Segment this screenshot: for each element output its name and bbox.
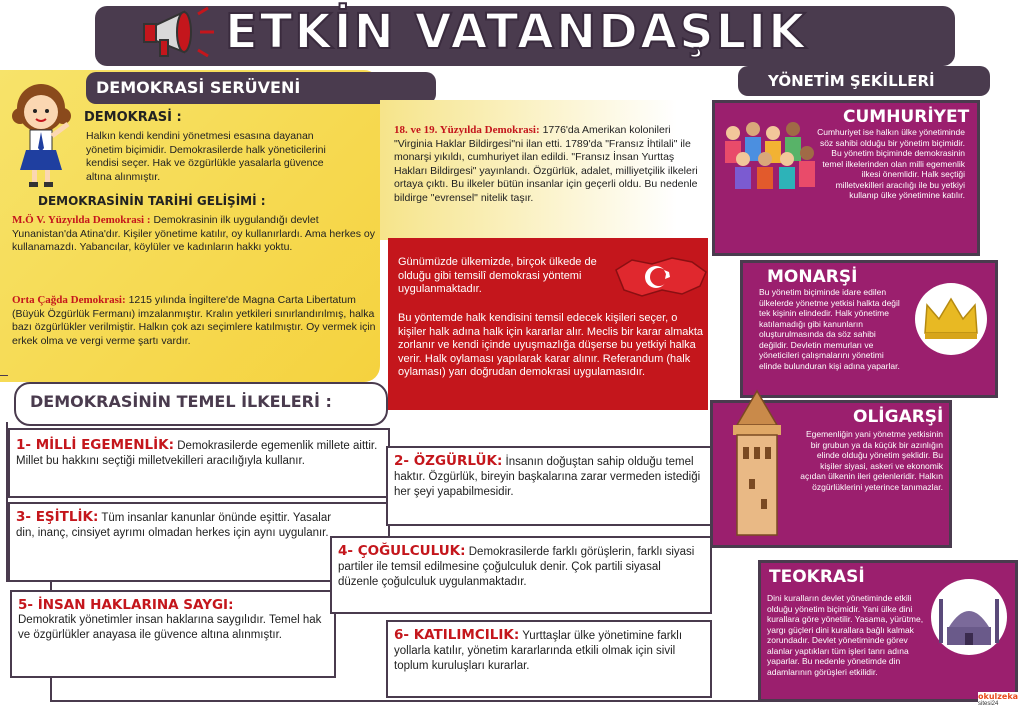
box-oligarsi xyxy=(710,400,952,548)
box-teokrasi xyxy=(758,560,1018,702)
logo-sub: sitesi24 xyxy=(978,701,999,707)
principle-1 xyxy=(8,428,390,498)
section-title-principles: DEMOKRASİNİN TEMEL İLKELERİ : xyxy=(30,392,332,411)
section-head-government xyxy=(738,66,990,96)
girl-icon xyxy=(8,78,78,190)
tower-icon xyxy=(719,389,795,539)
logo-main: okulzeka xyxy=(978,692,1019,701)
megaphone-icon xyxy=(140,0,220,70)
teokrasi-text: Dini kuralların devlet yönetiminde etkili olduğu yönetim biçimidir. Yani ülke dini kurallara göre yönetilir. Yasama, yürütme, yargı güçleri dini kurallara bağlı kalmak zorundadır. Devlet yönetiminde görev alanlar yaptıkları tüm işleri tanrı adına yaparlar. Bu nedenle yönetimde din adamlarının görüşleri etkilidir. xyxy=(767,593,924,677)
principle-2 xyxy=(386,446,712,526)
principle-4 xyxy=(330,536,712,614)
mo-heading: M.Ö V. Yüzyılda Demokrasi : xyxy=(12,214,151,226)
teokrasi-heading: TEOKRASİ xyxy=(769,567,865,587)
democracy-text: Halkın kendi kendini yönetmesi esasına dayanan yönetim biçimidir. Demokrasilerde halk yöneticilerini kendisi seçer. Hak ve özgürlükle yasalarla güvence altına alınmıştır. xyxy=(86,130,326,183)
box-monarsi xyxy=(740,260,998,398)
p1-heading: 1- MİLLİ EGEMENLİK: xyxy=(16,437,175,453)
monarsi-heading: MONARŞİ xyxy=(767,267,858,287)
p1-text: Demokrasilerde egemenlik millete aittir. Millet bu hakkını seçtiği milletvekilleri aracılığıyla kullanır. xyxy=(16,440,378,467)
page-title: ETKİN VATANDAŞLIK xyxy=(225,4,808,60)
section-head-principles xyxy=(14,382,388,426)
p3-text: Tüm insanlar kanunlar önünde eşittir. Yasalar din, inanç, cinsiyet ayrımı olmadan herkes için aynı uygulanır. xyxy=(16,512,332,539)
middle-age-text: 1215 yılında İngiltere'de Magna Carta Libertatum (Büyük Özgürlük Fermanı) imzalanmıştır. Kralın yetkileri sınırlandırılmış, halka bazı özgürlükler verilmiştir. Halkın çok azı seçimlere katılmıştır. Oy vermek için erkek olma ve vergi verme şartı vardır. xyxy=(12,294,376,347)
logo xyxy=(978,692,1022,712)
principle-6 xyxy=(386,620,712,698)
p4-text: Demokrasilerde farklı görüşlerin, farklı siyasi partiler ile temsil edilmesine çoğulculuk denir. Çok partili siyasal düzenle çoğulculuk uygulanmaktadır. xyxy=(338,546,695,588)
p5-heading: 5- İNSAN HAKLARINA SAYGI: xyxy=(18,597,234,613)
section-title-government: YÖNETİM ŞEKİLLERİ xyxy=(768,72,935,90)
principle-5 xyxy=(10,590,336,678)
c18-text: 1776'da Amerikan kolonileri "Virginia Haklar Bildirgesi"ni ilan etti. 1789'da "Fransız İhtilali" ile monarşi yıkıldı, cumhuriyet ilan edildi. "Fransız İnsan Yurttaş Hakları Bildirgesi" yayınlandı. Özgürlük, adalet, milliyetçilik ilkeleri ortaya çıktı. Bu ilkeler bütün insanlar için geçerli oldu. Bu nedenle bildirge "evrensel" nitelik taşır. xyxy=(394,124,698,204)
democracy-heading: DEMOKRASİ : xyxy=(84,110,182,125)
crowd-icon xyxy=(719,113,819,193)
box-cumhuriyet xyxy=(712,100,980,256)
mo-text: Demokrasinin ilk uygulandığı devlet Yunanistan'da Atina'dır. Kişiler yönetime katılır, oy kullanırlardı. Ama herkes oy kullanamazdı. Yabancılar, köylüler ve kadınların hakkı yoktu. xyxy=(12,214,375,253)
crown-icon xyxy=(913,281,989,357)
history-heading: DEMOKRASİNİN TARİHİ GELİŞİMİ : xyxy=(38,194,266,208)
p4-heading: 4- ÇOĞULCULUK: xyxy=(338,543,466,559)
red-text-2: Bu yöntemde halk kendisini temsil edecek kişileri seçer, o kişiler halk adına halk için kararlar alır. Meclis bir karar almakta zorlanır ve kendi içinde uyuşmazlığa düşerse bu yetkiyi halka verir. Halk oylaması yapılarak karar alınır. Referandum (halk oylaması) yarı doğrudan demokrasi uygulamasıdır. xyxy=(398,312,704,378)
p3-heading: 3- EŞİTLİK: xyxy=(16,509,99,525)
turkey-flag-map-icon xyxy=(612,250,708,306)
p6-heading: 6- KATILIMCILIK: xyxy=(394,627,520,643)
oligarsi-heading: OLİGARŞİ xyxy=(853,407,944,427)
p2-heading: 2- ÖZGÜRLÜK: xyxy=(394,453,503,469)
p6-text: Yurttaşlar ülke yönetimine farklı yollarla katılır, yönetim kararlarında etkili olmak için sivil toplum kuruluşları kurarlar. xyxy=(394,630,683,672)
cumhuriyet-text: Cumhuriyet ise halkın ülke yönetiminde söz sahibi olduğu bir yönetim biçimidir. Bu yönetim biçiminde demokrasinin temel ilkelerinden olan milli egemenlik ilkesi önemlidir. Halk seçtiği milletvekilleri aracılığı ile bu yetkiyi kullanıp ülke yönetimine katılır. xyxy=(817,127,965,200)
c18-heading: 18. ve 19. Yüzyılda Demokrasi: xyxy=(394,124,540,136)
monarsi-text: Bu yönetim biçiminde idare edilen ülkelerde yönetme yetkisi halkta değil tek kişinin elindedir. Halk yönetime katılamadığı gibi kanunların oluşturulmasında da söz sahibi değildir. Devletin memurları ve yöneticileri çalışmalarını yönetimi elinde bulunduran kişi adına yaparlar. xyxy=(759,287,900,371)
mosque-icon xyxy=(929,577,1009,657)
middle-age-heading: Orta Çağda Demokrasi: xyxy=(12,294,126,306)
cumhuriyet-heading: CUMHURİYET xyxy=(843,107,970,127)
oligarsi-text: Egemenliğin yani yönetme yetkisinin bir grubun ya da küçük bir azınlığın elinde olduğu yönetim şeklidir. Bu kişiler siyasi, askeri ve ekonomik açıdan ülkenin ileri gelenleridir. Halkın özgürlüklerini yeterince tanımazlar. xyxy=(800,429,943,492)
p2-text: İnsanın doğuştan sahip olduğu temel haktır. Özgürlük, bireyin başkalarına zarar vermeden istediği her şeyi yapabilmesidir. xyxy=(394,456,701,498)
p5-text: Demokratik yönetimler insan haklarına saygılıdır. Temel hak ve özgürlükler anayasa ile güvence altına alınmıştır. xyxy=(18,614,322,641)
section-title-democracy: DEMOKRASİ SERÜVENİ xyxy=(96,78,301,97)
red-text-1: Günümüzde ülkemizde, birçok ülkede de olduğu gibi temsilî demokrasi yöntemi uygulanmaktadır. xyxy=(398,256,597,295)
